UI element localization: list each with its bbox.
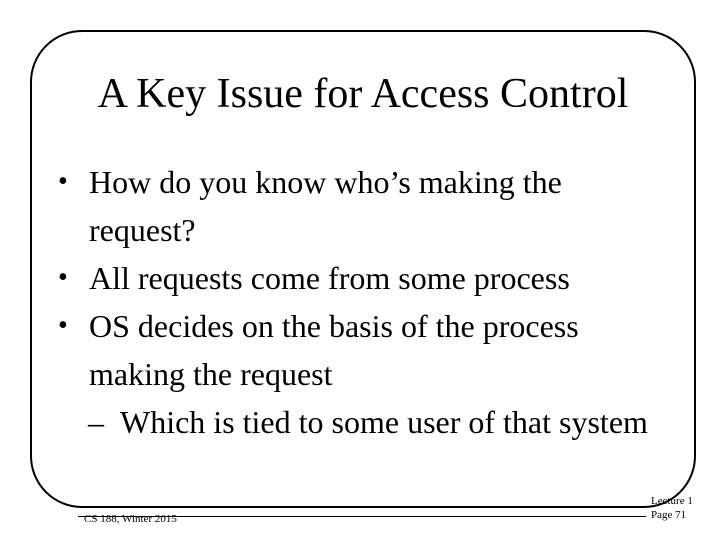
bullet-text: How do you know who’s making the request? (89, 164, 562, 248)
sub-bullet-text: Which is tied to some user of that system (120, 404, 648, 440)
bullet-text: OS decides on the basis of the process making the request (89, 308, 579, 392)
footer-lecture: Lecture 1 (651, 495, 693, 507)
footer-course: CS 188, Winter 2015 (84, 513, 177, 525)
dash-icon: – (88, 404, 104, 440)
bullet-item (56, 302, 666, 398)
bullet-item (56, 254, 666, 302)
bullet-icon: • (58, 166, 68, 197)
bullet-item (56, 158, 666, 254)
footer-page-info (651, 494, 693, 522)
bullet-icon: • (58, 262, 68, 293)
footer-page: Page 71 (651, 509, 687, 521)
sub-bullet-item (56, 398, 666, 446)
bullet-icon: • (58, 310, 68, 341)
bullet-text: All requests come from some process (89, 260, 570, 296)
slide-title: A Key Issue for Access Control (97, 71, 629, 117)
bullet-list (56, 158, 666, 446)
